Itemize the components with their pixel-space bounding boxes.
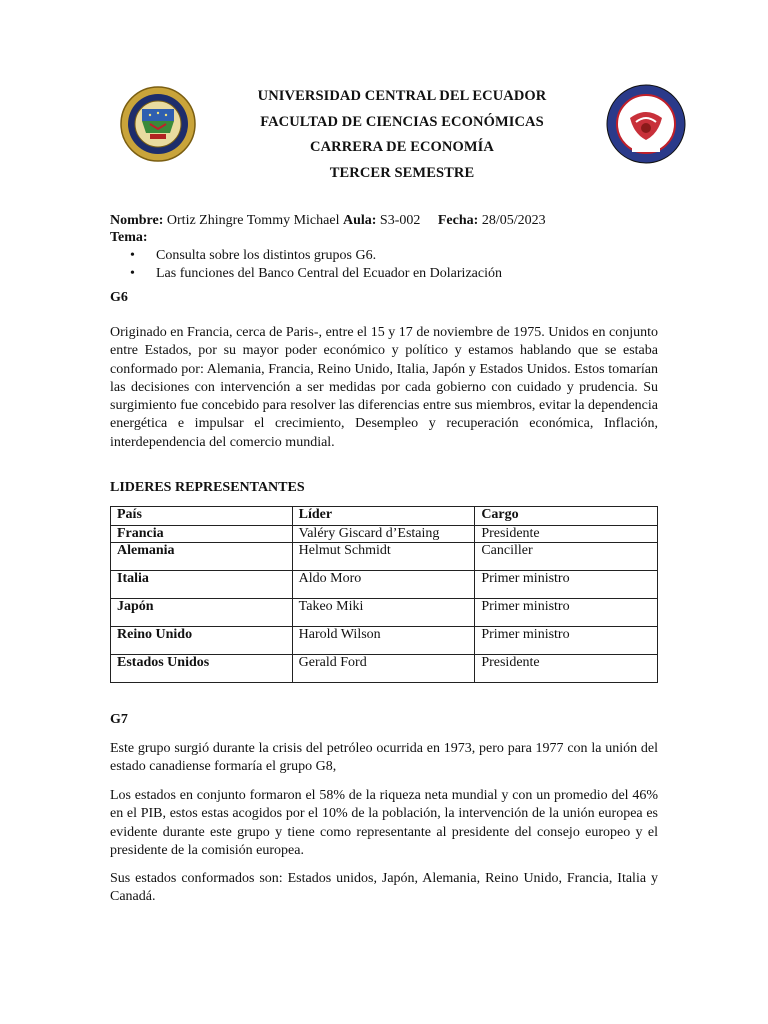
leader-cell: Helmut Schmidt [292, 543, 475, 571]
column-header: Líder [292, 507, 475, 526]
table-row [111, 627, 658, 655]
role-cell: Canciller [475, 543, 658, 571]
country-cell: Alemania [111, 543, 293, 571]
leader-cell: Aldo Moro [292, 571, 475, 599]
name-value: Ortiz Zhingre Tommy Michael [166, 213, 340, 228]
university-name: UNIVERSIDAD CENTRAL DEL ECUADOR [257, 88, 547, 104]
g6-heading: G6 [110, 290, 128, 305]
table-row [111, 655, 658, 683]
country-cell: Italia [111, 571, 293, 599]
table-row [111, 599, 658, 627]
bullet-icon: • [130, 266, 135, 281]
leader-cell: Harold Wilson [292, 627, 475, 655]
role-cell: Primer ministro [475, 571, 658, 599]
g6-paragraph: Originado en Francia, cerca de Paris-, entre el 15 y 17 de noviembre de 1975. Unidos en conjunto entre Estados, por su mayor poder económico y político y estamos hablando que se estaba conformado por: Alemania, Francia, Reino Unido, Italia, Japón y Estados Unidos. Estos tomarían las decisiones con intervención a ser medidas por cada gobierno con cuidado y prudencia. Su surgimiento fue concebido para resolver las diferencias entre sus miembros, evitar la dependencia energética e impulsar el crecimiento, Desempleo y recuperación económica, Inflación, interdependencia del comercio mundial. [110, 325, 658, 450]
topic-text: Las funciones del Banco Central del Ecuador en Dolarización [156, 266, 502, 281]
career-name: CARRERA DE ECONOMÍA [310, 139, 494, 155]
leaders-heading: LIDERES REPRESENTANTES [110, 480, 305, 495]
topic-list [130, 247, 502, 283]
list-item [130, 265, 502, 283]
name-label: Nombre: [110, 213, 164, 228]
leader-cell: Takeo Miki [292, 599, 475, 627]
g7-paragraph: Los estados en conjunto formaron el 58% de la riqueza neta mundial y con un promedio del 46% en el PIB, estos estas acogidos por el 10% de la población, la intervención de la unión europea es evidente durante este grupo y tiene como representante al presidente del consejo europeo y el presidente de la comisión europea. [110, 788, 658, 858]
classroom-label: Aula: [342, 213, 377, 228]
leader-cell: Gerald Ford [292, 655, 475, 683]
table-row [111, 571, 658, 599]
role-cell: Primer ministro [475, 627, 658, 655]
classroom-value: S3-002 [379, 213, 421, 228]
date-value: 28/05/2023 [481, 213, 546, 228]
document-header [200, 84, 604, 186]
g7-paragraph: Este grupo surgió durante la crisis del petróleo ocurrida en 1973, pero para 1977 con la unión del estado canadiense formaría el grupo G8, [110, 741, 658, 775]
role-cell: Presidente [475, 655, 658, 683]
leaders-table [110, 506, 658, 683]
role-cell: Presidente [475, 526, 658, 543]
date-label: Fecha: [437, 213, 479, 228]
table-row [111, 543, 658, 571]
list-item [130, 247, 502, 265]
column-header: Cargo [475, 507, 658, 526]
topic-text: Consulta sobre los distintos grupos G6. [156, 248, 377, 263]
column-header: País [111, 507, 293, 526]
faculty-logo [606, 84, 686, 164]
country-cell: Francia [111, 526, 293, 543]
g7-heading: G7 [110, 712, 128, 727]
bullet-icon: • [130, 248, 135, 263]
faculty-name: FACULTAD DE CIENCIAS ECONÓMICAS [260, 113, 544, 130]
semester-name: TERCER SEMESTRE [329, 164, 475, 181]
university-seal-logo [120, 86, 196, 162]
table-header-row [111, 507, 658, 526]
country-cell: Estados Unidos [111, 655, 293, 683]
country-cell: Reino Unido [111, 627, 293, 655]
country-cell: Japón [111, 599, 293, 627]
student-info [110, 212, 670, 246]
topic-label: Tema: [110, 230, 148, 245]
g7-paragraph: Sus estados conformados son: Estados unidos, Japón, Alemania, Reino Unido, Francia, Italia y Canadá. [110, 871, 658, 905]
leader-cell: Valéry Giscard d’Estaing [292, 526, 475, 543]
table-row [111, 526, 658, 543]
role-cell: Primer ministro [475, 599, 658, 627]
